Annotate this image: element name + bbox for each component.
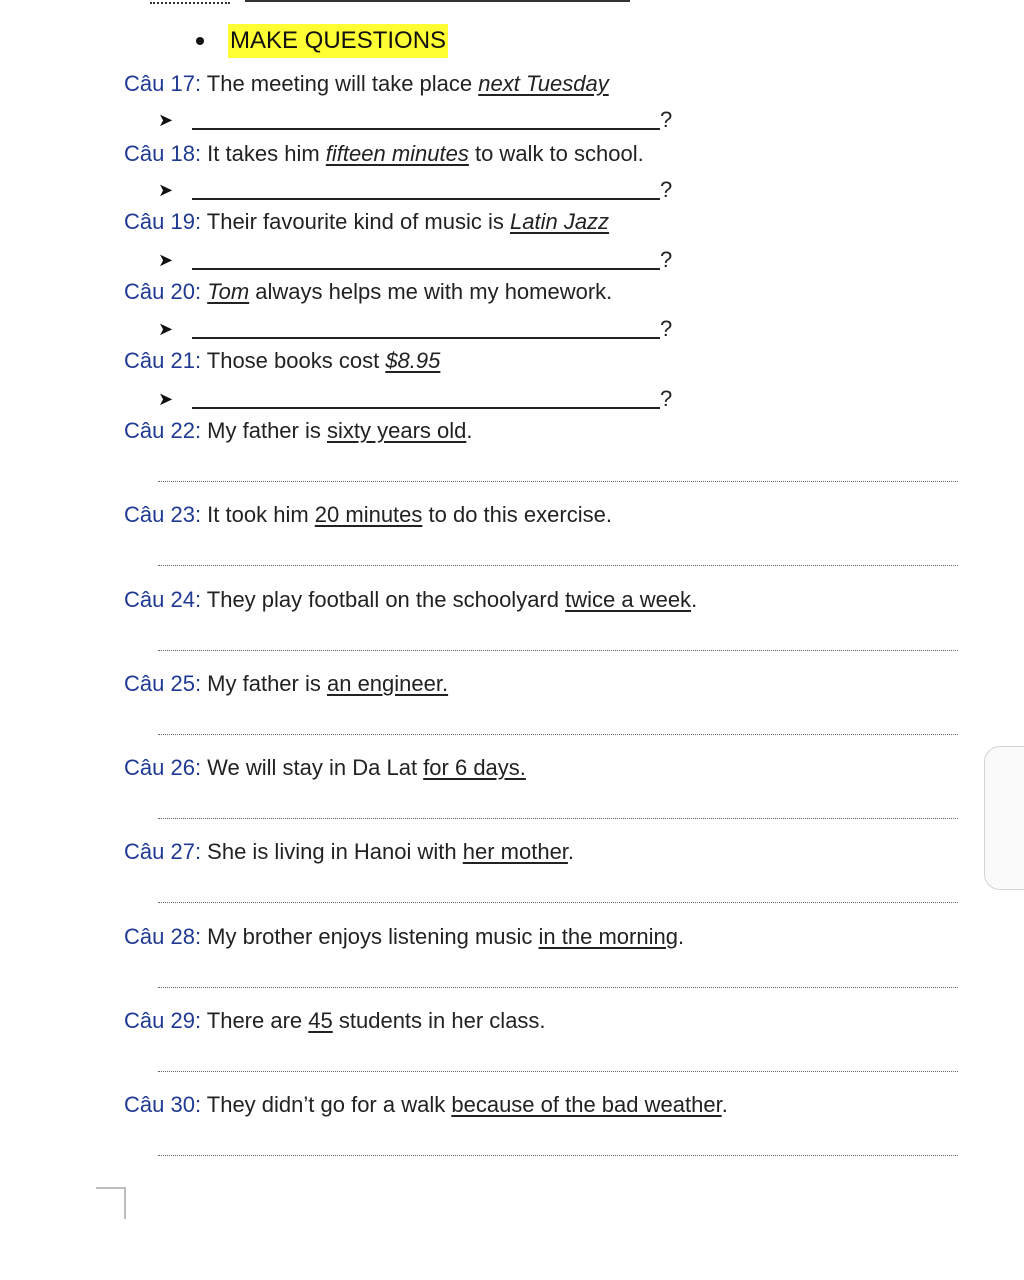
- answer-line-18[interactable]: ➤ ?: [158, 177, 673, 202]
- answer-line-21[interactable]: ➤ ?: [158, 386, 673, 411]
- question-21: Câu 21: Those books cost $8.95: [124, 348, 441, 373]
- answer-dotted-line-30[interactable]: [158, 1155, 958, 1156]
- question-25: Câu 25: My father is an engineer.: [124, 671, 449, 696]
- question-20: Câu 20: Tom always helps me with my homework.: [124, 279, 613, 304]
- answer-dotted-line-22[interactable]: [158, 481, 958, 482]
- arrow-icon: ➤: [158, 180, 174, 200]
- arrow-icon: ➤: [158, 389, 174, 409]
- answer-dotted-line-24[interactable]: [158, 650, 958, 651]
- answer-line-19[interactable]: ➤ ?: [158, 247, 673, 272]
- heading-text: MAKE QUESTIONS: [228, 24, 448, 58]
- section-heading: [196, 24, 448, 58]
- bullet-icon: [196, 37, 204, 45]
- answer-dotted-line-27[interactable]: [158, 902, 958, 903]
- answer-dotted-line-26[interactable]: [158, 818, 958, 819]
- top-cutoff-line: [150, 0, 630, 6]
- blank-line[interactable]: [192, 180, 660, 200]
- question-22: Câu 22: My father is sixty years old.: [124, 418, 473, 443]
- answer-dotted-line-23[interactable]: [158, 565, 958, 566]
- answer-line-17[interactable]: ➤ ?: [158, 107, 673, 132]
- side-panel-handle[interactable]: [984, 746, 1024, 890]
- blank-line[interactable]: [192, 389, 660, 409]
- question-26: Câu 26: We will stay in Da Lat for 6 days.: [124, 755, 526, 780]
- question-30: Câu 30: They didn’t go for a walk because of the bad weather.: [124, 1092, 728, 1117]
- arrow-icon: ➤: [158, 319, 174, 339]
- answer-line-20[interactable]: ➤ ?: [158, 316, 673, 341]
- question-23: Câu 23: It took him 20 minutes to do this exercise.: [124, 502, 612, 527]
- question-24: Câu 24: They play football on the schoolyard twice a week.: [124, 587, 698, 612]
- question-29: Câu 29: There are 45 students in her class.: [124, 1008, 546, 1033]
- answer-dotted-line-25[interactable]: [158, 734, 958, 735]
- answer-dotted-line-28[interactable]: [158, 987, 958, 988]
- question-19: Câu 19: Their favourite kind of music is Latin Jazz: [124, 209, 610, 234]
- question-27: Câu 27: She is living in Hanoi with her mother.: [124, 839, 575, 864]
- answer-dotted-line-29[interactable]: [158, 1071, 958, 1072]
- blank-line[interactable]: [192, 110, 660, 130]
- arrow-icon: ➤: [158, 250, 174, 270]
- blank-line[interactable]: [192, 319, 660, 339]
- page-corner-mark: [96, 1187, 126, 1219]
- blank-line[interactable]: [192, 250, 660, 270]
- question-17: Câu 17: The meeting will take place next Tuesday: [124, 71, 609, 96]
- question-18: Câu 18: It takes him fifteen minutes to walk to school.: [124, 141, 644, 166]
- arrow-icon: ➤: [158, 110, 174, 130]
- question-28: Câu 28: My brother enjoys listening music in the morning.: [124, 924, 685, 949]
